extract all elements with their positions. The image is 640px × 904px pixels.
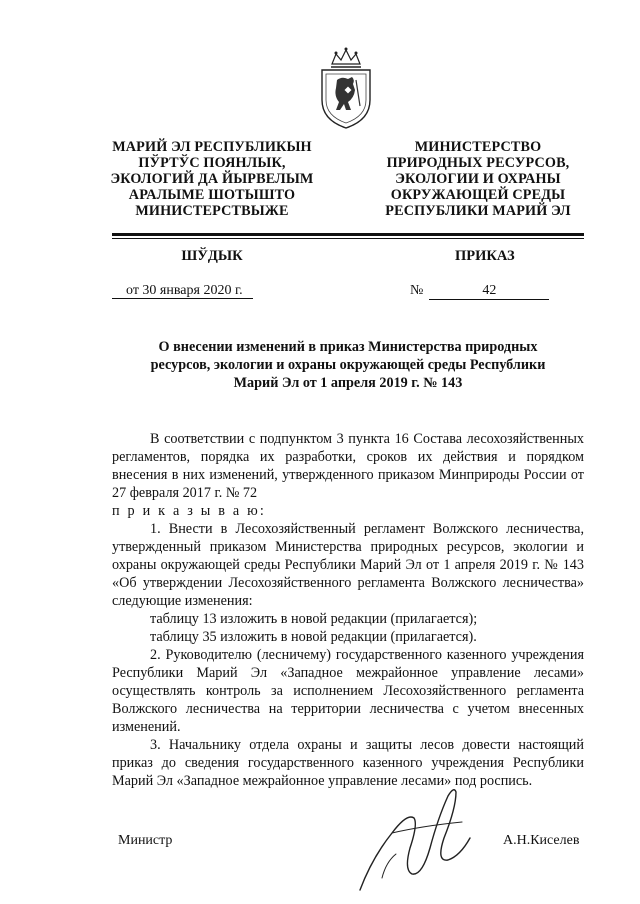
header-right-line: МИНИСТЕРСТВО xyxy=(414,139,542,155)
order-number-prefix: № xyxy=(410,283,424,298)
order-number xyxy=(410,283,549,300)
doc-type-mari: ШЎДЫК xyxy=(181,248,243,264)
body-item-1-table-13: таблицу 13 изложить в новой редакции (прилагается); xyxy=(150,611,478,627)
header-left-line: АРАЛЫМЕ ШОТЫШТО xyxy=(128,187,296,203)
signer-position: Министр xyxy=(118,833,173,848)
header-right-line: ПРИРОДНЫХ РЕСУРСОВ, xyxy=(386,155,570,171)
body-paragraph-preamble: В соответствии с подпунктом 3 пункта 16 Состава лесохозяйственных регламентов, порядка их разработки, сроков их действия и порядком внесения в них изменений, утвержденного приказом Минприроды России от 27 февраля 2017 г. № 72 xyxy=(112,431,584,501)
title-line: О внесении изменений в приказ Министерства природных xyxy=(158,339,538,355)
body-item-3: 3. Начальнику отдела охраны и защиты лесов довести настоящий приказ до сведения государственного казенного учреждения Республики Марий Эл «Западное межрайонное управление лесами» под роспись. xyxy=(112,737,584,789)
header-left-block xyxy=(110,139,314,219)
header-left-line: МАРИЙ ЭЛ РЕСПУБЛИКЫН xyxy=(112,139,312,155)
order-date-value: от 30 января 2020 г. xyxy=(112,283,253,299)
header-left-line: МИНИСТЕРСТВЫЖЕ xyxy=(135,203,289,219)
body-item-1-table-35: таблицу 35 изложить в новой редакции (прилагается). xyxy=(150,629,477,645)
header-right-line: ЭКОЛОГИИ И ОХРАНЫ xyxy=(395,171,561,187)
signer-name: А.Н.Киселев xyxy=(503,833,580,848)
header-right-block xyxy=(372,139,584,219)
document-title xyxy=(112,338,584,392)
coat-of-arms-icon xyxy=(318,46,374,130)
header-left-line: ПЎРТЎС ПОЯНЛЫК, xyxy=(138,155,286,171)
header-left-line: ЭКОЛОГИЙ ДА ЙЫРВЕЛЫМ xyxy=(110,171,314,187)
header-divider-thin xyxy=(112,238,584,239)
handwritten-signature-icon xyxy=(352,778,477,898)
document-body xyxy=(112,430,584,790)
header-right-line: РЕСПУБЛИКИ МАРИЙ ЭЛ xyxy=(385,203,571,219)
title-line: Марий Эл от 1 апреля 2019 г. № 143 xyxy=(233,375,463,391)
body-item-2: 2. Руководителю (лесничему) государственного казенного учреждения Республики Марий Эл «Западное межрайонное управление лесами» осуществлять контроль за исполнением Лесохозяйственного регламента Волжского лесничества на территории лесничества с учетом внесенных изменений. xyxy=(112,647,584,735)
doc-type-russian: ПРИКАЗ xyxy=(455,248,515,264)
order-number-value: 42 xyxy=(429,283,549,300)
order-date xyxy=(112,283,253,299)
body-order-word: п р и к а з ы в а ю: xyxy=(112,503,267,519)
header-right-line: ОКРУЖАЮЩЕЙ СРЕДЫ xyxy=(390,187,566,203)
header-divider-thick xyxy=(112,233,584,236)
title-line: ресурсов, экологии и охраны окружающей среды Республики xyxy=(150,357,546,373)
body-item-1: 1. Внести в Лесохозяйственный регламент Волжского лесничества, утвержденный приказом Министерства природных ресурсов, экологии и охраны окружающей среды Республики Марий Эл от 1 апреля 2019 г. № 143 «Об утверждении Лесохозяйственного регламента Волжского лесничества» следующие изменения: xyxy=(112,521,584,609)
